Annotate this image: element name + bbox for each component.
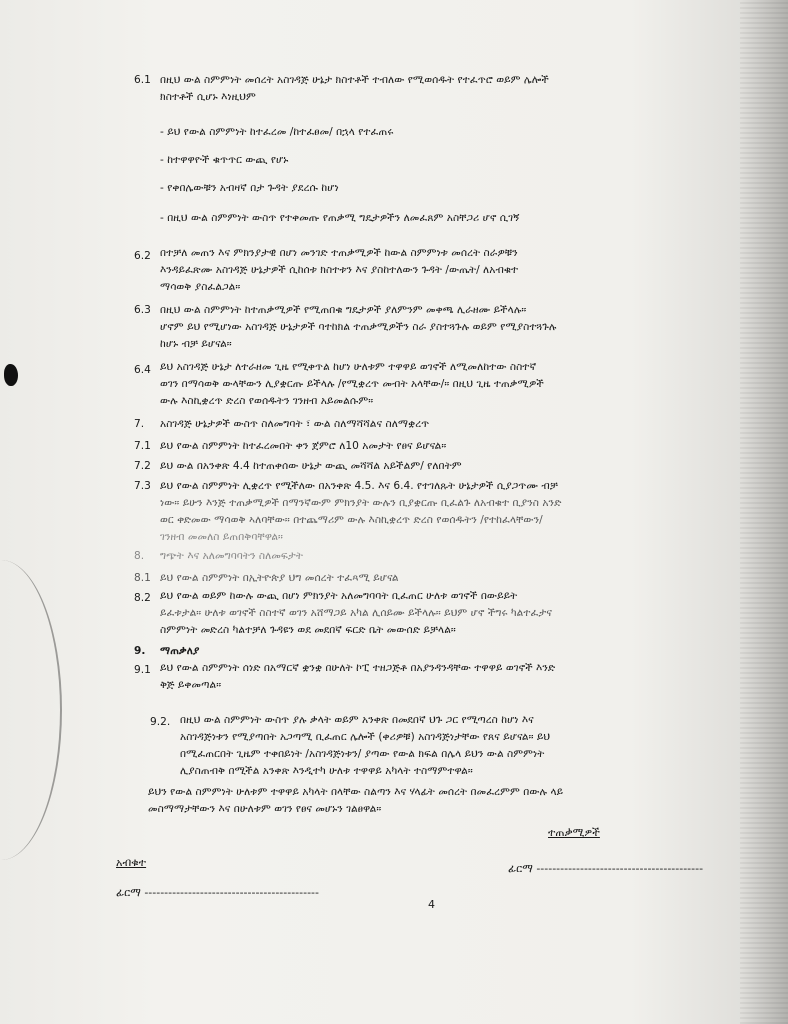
text-line: ስምምነት መድረስ ካልተቻለ ጉዳዩን ወደ መደበኛ ፍርድ ቤት መውሰድ ይቻላል። (160, 624, 456, 636)
section-number: 8.1 (134, 572, 151, 584)
text-line: ይህ የውል ስምምነት ሰነድ በአማርኛ ቋንቋ በሁለት ኮፒ ተዘጋጅቶ በአያንዳንዳቸው ተዋዋይ ወገኖች እንድ (160, 662, 556, 674)
section-number: 9.1 (134, 664, 151, 676)
bullet-item: - የቀበሌውቹን አብዛኛ በታ ጉዳት ያደረሱ ከሆነ (160, 182, 339, 194)
text-line: በዚህ ውል ስምምነት ከተጠቃሚዎች የሚጠበቁ ግዴታዎች ያለምንም መቀጫ ሊራዘሙ ይችላሉ። (160, 304, 527, 316)
section-number: 6.4 (134, 364, 151, 376)
section-8-1: ይህ የውል ስምምነት በኢትዮጵያ ህግ መሰረት ተፈጻሚ ይሆናል (160, 572, 399, 584)
text-line: ክስተቶች ሲሆኑ እነዚህም (160, 91, 256, 103)
text-line: በዚህ ውል ስምምነት ውስጥ ያሉ ቃላት ወይም አንቀጽ በመደበኛ ህጉ ጋር የሚጣረስ ከሆነ እና (180, 714, 534, 726)
section-6-3 (160, 302, 556, 353)
ink-blot (4, 364, 18, 386)
text-line: ነው። ይሁን እንጅ ተጠቃሚዎች በማንኛውም ምክንያት ውሉን ቢያቋርጡ ቢፈልጉ ለአብቁተ ቢያንስ አንድ (160, 497, 562, 509)
text-line: ይህ የውል ስምምነት ሊቋረጥ የሚችለው በአንቀጽ 4.5. እና 6.4. የተገለጹት ሁኔታዎች ሲያጋጥሙ ብቻ (160, 480, 558, 492)
section-number: 7.3 (134, 480, 151, 492)
page-number: 4 (428, 898, 435, 911)
section-number: 8.2 (134, 592, 151, 604)
signatory-right-label: ተጠቃሚዎች (548, 826, 600, 839)
section-number: 9. (134, 645, 146, 657)
section-6-1 (160, 72, 549, 106)
text-line: በዚህ ውል ስምምነት መሰረት አስገዳጅ ሁኔታ ክስተቶች ተብለው የሚወሰዱት የተፈጥሮ ወይም ሌሎች (160, 74, 549, 86)
text-line: አስገዳጅነቱን የሚያጣበት አጋጣሚ ቢፈጠር ሌሎች (ቀሪዎቹ) አስገዳጅነታቸው የጸና ይሆናል። ይህ (180, 731, 551, 743)
text-line: ይህ አስገዳጅ ሁኔታ ለተራዘመ ጊዜ የሚቀጥል ከሆነ ሁለቱም ተዋዋይ ወገኖች ለሚመለከተው ስስተኛ (160, 361, 537, 373)
bullet-item: - ይህ የውል ስምምነት ከተፈረመ /ከተፈፀመ/ በኋላ የተፈጠሩ (160, 126, 394, 138)
section-7-title: አስገዳጅ ሁኔታዎች ውስጥ ስለመግባት ፣ ውል ስለማሻሻልና ስለማቋረጥ (160, 418, 430, 430)
text-line: እንዳይፈጽሙ አስገዳጅ ሁኔታዎች ሲከሰቱ ክስተቱን እና ያስከተለውን ጉዳት /ውጤት/ ለአብቁተ (160, 264, 519, 276)
section-7-2: ይህ ውል በአንቀጽ 4.4 ከተጠቀሰው ሁኔታ ውጪ መሻሻል አይችልም/ የለበትም (160, 460, 462, 472)
text-line: ይህ የውል ወይም ከውሉ ውጪ በሆነ ምክንያት አለመግባባት ቢፈጠር ሁለቱ ወገኖች በውይይት (160, 590, 518, 602)
section-number: 6.1 (134, 74, 151, 86)
text-line: ውሉ እስኪቋረጥ ድረስ የወሰዱትን ገንዘብ አይመልሱም። (160, 395, 374, 407)
section-7-3 (160, 478, 561, 546)
text-line: ወር ቀድመው ማሳወቅ ኣለባቸው። በተጨማሪም ውሉ እስኪቋረጥ ድረስ የወሰዱትን /የተከፈላቸውን/ (160, 514, 543, 526)
text-line: ገንዘብ መመለስ ይጠበቅባቸዋል። (160, 531, 283, 543)
text-line: ማሳወቅ ያስፈልጋል። (160, 281, 241, 293)
section-9-title: ማጠቃለያ (160, 645, 200, 657)
section-9-2 (180, 712, 550, 780)
bullet-item: - ከተዋዋዮች ቁጥጥር ውጪ የሆኑ (160, 154, 289, 166)
text-line: በሚፈጠርበት ጊዜም ተቀበይነት /አስገዳጅነቱን/ ያጣው የውል ክፍል በሌላ ይህን ውል ስምምነት (180, 748, 545, 760)
section-number: 7.2 (134, 460, 151, 472)
text-line: ይህን የውል ስምምነት ሁለቱም ተዋዋይ አካላት በላቸው ስልጣን እና ሃላፊት መሰረት በመፈረምም በውሉ ላይ (148, 786, 564, 798)
text-line: መስማማታቸውን እና በሁለቱም ወገን የፀና መሆኑን ገልፀዋል። (148, 803, 382, 815)
section-number: 7. (134, 418, 145, 430)
bullet-item: - በዚህ ውል ስምምነት ውስጥ የተቀመጡ የጠቃሚ ግዴታዎችን ለመፈጸም አስቸጋሪ ሆኖ ሲገኝ (160, 212, 520, 224)
text-line: በተቻለ መጠን እና ምክንያታዊ በሆነ መንገድ ተጠቃሚዎች ከውል ስምምነቱ መሰረት ስራዎቹን (160, 247, 518, 259)
section-number: 6.3 (134, 304, 151, 316)
text-line: ወገን በማሳወቅ ውላቸውን ሊያቋርጡ ይችላሉ /የሚቋረጥ መብት አላቸው/። በዚህ ጊዜ ተጠቃሚዎች (160, 378, 544, 390)
signature-label: ፊርማ (508, 862, 533, 875)
section-number: 8. (134, 550, 145, 562)
section-9-1 (160, 660, 555, 694)
signature-blank: -------------------------------------------- (144, 886, 319, 899)
section-number: 9.2. (150, 716, 171, 728)
signature-label: ፊርማ (116, 886, 141, 899)
text-line: ሆኖም ይህ የሚሆነው አስገዳጅ ሁኔታዎች ባተከክል ተጠቃሚዎችን ስራ ያስተጓጉሉ ወይም የሚያስተጓጉሉ (160, 321, 557, 333)
section-7-1: ይህ የውል ስምምነት ከተፈረመበት ቀን ጀምሮ ለ10 አመታት የፀና ይሆናል። (160, 440, 447, 452)
closing-statement (148, 784, 563, 818)
section-6-2 (160, 245, 518, 296)
text-line: ቅጅ ይቀመጣል። (160, 679, 222, 691)
page-edge-shadow (740, 0, 788, 1024)
signatory-left-label: አብቁተ (116, 856, 147, 869)
page-fold-mark (0, 560, 62, 860)
section-number: 7.1 (134, 440, 151, 452)
section-8-2 (160, 588, 552, 639)
text-line: ሊያስጠብቅ በሚችል አንቀጽ እንዲተካ ሁለቱ ተዋዋይ አካላት ተስማምተዋል። (180, 765, 473, 777)
signature-blank: ------------------------------------------ (536, 862, 704, 875)
text-line: ከሆኑ ብቻ ይሆናል። (160, 338, 232, 350)
section-number: 6.2 (134, 250, 151, 262)
section-8-title: ግጭት እና አለመግባባትን ስለመፍታት (160, 550, 304, 562)
signature-line-left (116, 886, 319, 900)
section-6-4 (160, 359, 544, 410)
text-line: ይፈቱታል። ሁለቱ ወገኖች ስስተኛ ወገን አሸማጋይ አካል ሊሰይሙ ይችላሉ። ይህም ሆኖ ችግሩ ካልተፈታና (160, 607, 553, 619)
signature-line-right (508, 862, 703, 876)
